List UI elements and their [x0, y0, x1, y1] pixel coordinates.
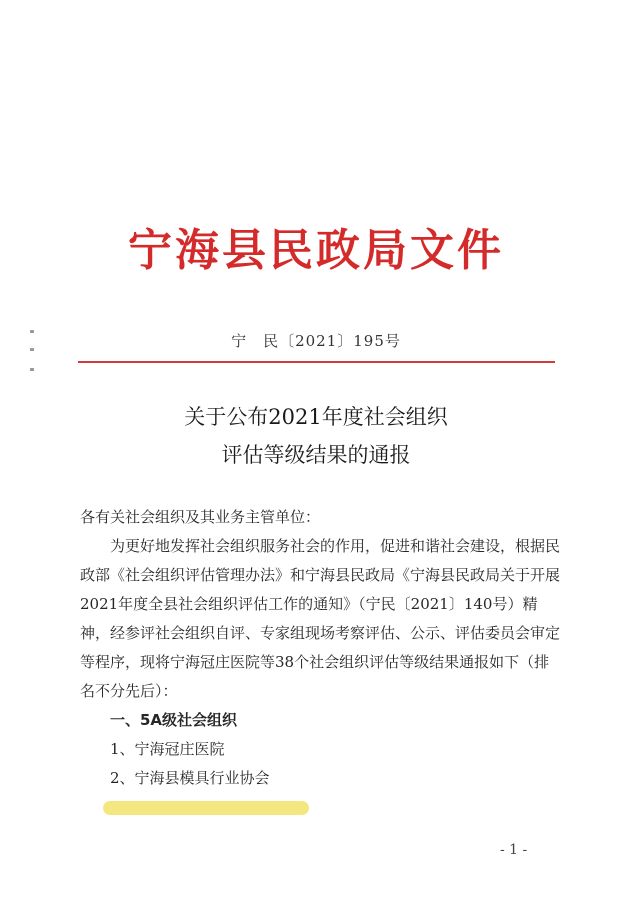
document-number: 宁 民〔2021〕195号 — [231, 332, 401, 350]
red-separator-line — [78, 361, 555, 363]
highlighter-mark — [103, 801, 309, 815]
letterhead-title: 宁海县民政局文件 — [128, 225, 504, 276]
scan-margin-mark — [30, 368, 34, 371]
document-body — [80, 503, 560, 793]
notice-title-line-2: 评估等级结果的通报 — [221, 443, 411, 467]
salutation: 各有关社会组织及其业务主管单位： — [80, 508, 321, 526]
section-heading-5a: 一、5A级社会组织 — [110, 711, 238, 729]
notice-title — [0, 398, 632, 474]
body-paragraph: 为更好地发挥社会组织服务社会的作用，促进和谐社会建设，根据民政部《社会组织评估管理办法》和宁海县民政局《宁海县民政局关于开展2021年度全县社会组织评估工作的通知》（宁民〔2021〕140号）精神，经参评社会组织自评、专家组现场考察评估、公示、评估委员会审定等程序，现将宁海冠庄医院等38个社会组织评估等级结果通报如下（排名不分先后）： — [80, 537, 561, 700]
list-item: 1、宁海冠庄医院 — [110, 740, 225, 758]
page-number: - 1 - — [500, 842, 528, 858]
notice-title-line-1: 关于公布2021年度社会组织 — [184, 405, 448, 429]
list-item: 2、宁海县模具行业协会 — [110, 769, 270, 787]
